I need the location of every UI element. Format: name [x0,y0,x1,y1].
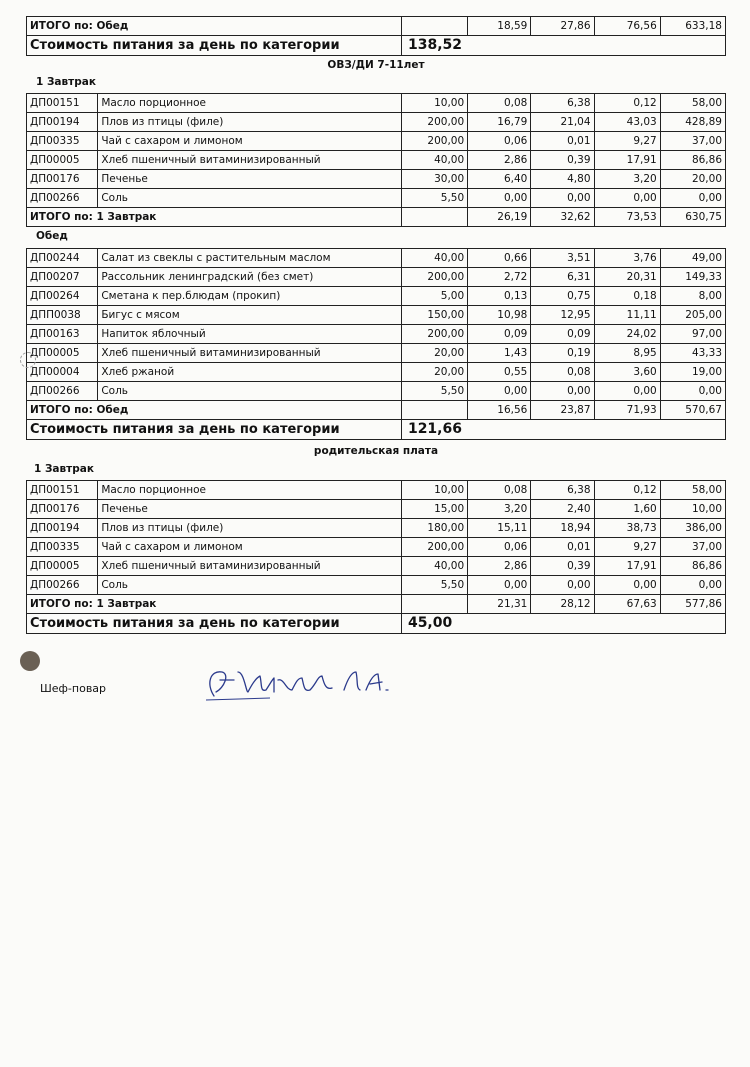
table-row [27,481,726,500]
dish-weight: 10,00 [401,94,467,113]
dish-fat: 0,39 [531,557,594,576]
section-title-parent: родительская плата [313,445,439,457]
dish-name: Хлеб пшеничный витаминизированный [98,151,402,170]
dish-fat: 0,09 [531,325,594,344]
table-row [27,500,726,519]
cost-row [27,614,726,634]
dish-protein: 0,00 [468,189,531,208]
dish-fat: 18,94 [531,519,594,538]
dish-carbs: 9,27 [594,538,660,557]
dish-fat: 0,19 [531,344,594,363]
table-row [27,363,726,382]
total-label: ИТОГО по: Обед [27,401,402,420]
dish-name: Бигус с мясом [98,306,402,325]
ovz-breakfast-table [26,93,726,227]
dish-kcal: 97,00 [660,325,725,344]
dish-kcal: 428,89 [660,113,725,132]
table-row [27,576,726,595]
dish-protein: 2,86 [468,557,531,576]
dish-code: ДП00163 [27,325,98,344]
dish-carbs: 0,12 [594,481,660,500]
dish-fat: 0,39 [531,151,594,170]
section-title-ovz: ОВЗ/ДИ 7-11лет [327,59,425,71]
dish-weight: 40,00 [401,557,467,576]
table-row [27,94,726,113]
dish-protein: 0,00 [468,576,531,595]
cost-row [27,36,726,56]
dish-carbs: 9,27 [594,132,660,151]
total-kcal: 633,18 [660,17,725,36]
dish-code: ДП00194 [27,113,98,132]
total-label: ИТОГО по: 1 Завтрак [27,595,402,614]
dish-fat: 6,38 [531,481,594,500]
total-weight [401,17,467,36]
dish-kcal: 58,00 [660,481,725,500]
dish-protein: 0,08 [468,94,531,113]
dish-code: ДП00264 [27,287,98,306]
total-kcal: 577,86 [660,595,725,614]
total-protein: 18,59 [468,17,531,36]
signer-label: Шеф-повар [40,682,107,695]
dish-kcal: 43,33 [660,344,725,363]
dish-weight: 200,00 [401,113,467,132]
dish-kcal: 149,33 [660,268,725,287]
dish-weight: 180,00 [401,519,467,538]
table-row [27,189,726,208]
dish-fat: 0,00 [531,576,594,595]
dish-carbs: 3,76 [594,249,660,268]
dish-carbs: 0,00 [594,576,660,595]
dish-weight: 5,50 [401,576,467,595]
dish-carbs: 0,12 [594,94,660,113]
total-fat: 23,87 [531,401,594,420]
dish-carbs: 38,73 [594,519,660,538]
dish-protein: 0,00 [468,382,531,401]
dish-name: Плов из птицы (филе) [98,519,402,538]
dish-protein: 15,11 [468,519,531,538]
total-carbs: 76,56 [594,17,660,36]
total-row [27,208,726,227]
table-row [27,325,726,344]
dish-kcal: 205,00 [660,306,725,325]
dish-code: ДП00266 [27,382,98,401]
dish-protein: 0,08 [468,481,531,500]
dish-code: ДП00244 [27,249,98,268]
dish-code: ДП00176 [27,170,98,189]
total-protein: 26,19 [468,208,531,227]
dish-protein: 0,06 [468,538,531,557]
stamp-mark [20,651,40,671]
dish-protein: 2,86 [468,151,531,170]
top-summary-table [26,16,726,56]
cost-value: 138,52 [401,36,725,56]
dish-kcal: 37,00 [660,132,725,151]
total-fat: 32,62 [531,208,594,227]
dish-weight: 40,00 [401,151,467,170]
dish-name: Чай с сахаром и лимоном [98,538,402,557]
dish-name: Масло порционное [98,481,402,500]
dish-fat: 0,00 [531,189,594,208]
dish-fat: 21,04 [531,113,594,132]
dish-weight: 150,00 [401,306,467,325]
dish-kcal: 86,86 [660,151,725,170]
dish-carbs: 17,91 [594,557,660,576]
table-row [27,249,726,268]
dish-protein: 0,06 [468,132,531,151]
cost-value: 45,00 [401,614,725,634]
dish-name: Напиток яблочный [98,325,402,344]
ovz-lunch-table [26,248,726,440]
dish-protein: 2,72 [468,268,531,287]
dish-name: Хлеб ржаной [98,363,402,382]
dish-weight: 20,00 [401,363,467,382]
table-row [27,538,726,557]
dish-code: ДП00207 [27,268,98,287]
table-row [27,306,726,325]
dish-name: Печенье [98,170,402,189]
dish-weight: 5,00 [401,287,467,306]
total-carbs: 73,53 [594,208,660,227]
dish-carbs: 43,03 [594,113,660,132]
dish-name: Хлеб пшеничный витаминизированный [98,557,402,576]
dish-code: ДП00005 [27,151,98,170]
dish-code: ДП00151 [27,94,98,113]
dish-fat: 4,80 [531,170,594,189]
dish-name: Масло порционное [98,94,402,113]
meal-title-breakfast-parent: 1 Завтрак [34,463,94,475]
dish-kcal: 20,00 [660,170,725,189]
dish-kcal: 0,00 [660,382,725,401]
dish-code: ДП00005 [27,557,98,576]
punch-hole-mark [20,352,36,368]
dish-protein: 16,79 [468,113,531,132]
cost-value: 121,66 [401,420,725,440]
dish-fat: 12,95 [531,306,594,325]
dish-weight: 30,00 [401,170,467,189]
dish-carbs: 3,20 [594,170,660,189]
table-row [27,344,726,363]
dish-protein: 3,20 [468,500,531,519]
dish-code: ДПП0038 [27,306,98,325]
dish-kcal: 386,00 [660,519,725,538]
table-row [27,170,726,189]
table-row [27,113,726,132]
dish-weight: 20,00 [401,344,467,363]
dish-name: Соль [98,382,402,401]
dish-fat: 6,38 [531,94,594,113]
dish-fat: 0,01 [531,132,594,151]
table-row [27,132,726,151]
dish-protein: 0,55 [468,363,531,382]
dish-carbs: 11,11 [594,306,660,325]
dish-code: ДП00004 [27,363,98,382]
dish-kcal: 49,00 [660,249,725,268]
total-label: ИТОГО по: Обед [27,17,402,36]
dish-code: ДП00151 [27,481,98,500]
table-row [27,151,726,170]
dish-name: Печенье [98,500,402,519]
dish-fat: 0,01 [531,538,594,557]
dish-code: ДП00194 [27,519,98,538]
dish-weight: 200,00 [401,132,467,151]
table-row [27,382,726,401]
dish-carbs: 1,60 [594,500,660,519]
dish-code: ДП00005 [27,344,98,363]
dish-fat: 0,00 [531,382,594,401]
dish-name: Рассольник ленинградский (без смет) [98,268,402,287]
dish-code: ДП00266 [27,189,98,208]
dish-fat: 3,51 [531,249,594,268]
dish-fat: 0,75 [531,287,594,306]
total-protein: 16,56 [468,401,531,420]
dish-fat: 2,40 [531,500,594,519]
table-row [27,268,726,287]
signature-image [200,662,400,704]
table-row [27,557,726,576]
dish-kcal: 8,00 [660,287,725,306]
total-carbs: 67,63 [594,595,660,614]
dish-weight: 5,50 [401,189,467,208]
total-row [27,17,726,36]
table-row [27,287,726,306]
dish-carbs: 8,95 [594,344,660,363]
dish-code: ДП00266 [27,576,98,595]
total-label: ИТОГО по: 1 Завтрак [27,208,402,227]
dish-name: Соль [98,576,402,595]
dish-carbs: 0,00 [594,189,660,208]
dish-weight: 40,00 [401,249,467,268]
dish-protein: 1,43 [468,344,531,363]
total-kcal: 570,67 [660,401,725,420]
total-carbs: 71,93 [594,401,660,420]
dish-kcal: 10,00 [660,500,725,519]
dish-code: ДП00176 [27,500,98,519]
dish-protein: 6,40 [468,170,531,189]
dish-kcal: 58,00 [660,94,725,113]
total-protein: 21,31 [468,595,531,614]
dish-code: ДП00335 [27,538,98,557]
dish-protein: 0,66 [468,249,531,268]
meal-title-breakfast: 1 Завтрак [36,76,96,88]
dish-carbs: 0,00 [594,382,660,401]
dish-carbs: 3,60 [594,363,660,382]
cost-label: Стоимость питания за день по категории [27,36,402,56]
dish-kcal: 0,00 [660,189,725,208]
dish-kcal: 86,86 [660,557,725,576]
dish-kcal: 0,00 [660,576,725,595]
dish-carbs: 17,91 [594,151,660,170]
dish-carbs: 0,18 [594,287,660,306]
dish-weight: 200,00 [401,325,467,344]
total-row [27,401,726,420]
total-kcal: 630,75 [660,208,725,227]
dish-weight: 15,00 [401,500,467,519]
dish-weight: 10,00 [401,481,467,500]
dish-carbs: 20,31 [594,268,660,287]
dish-protein: 10,98 [468,306,531,325]
table-row [27,519,726,538]
dish-protein: 0,13 [468,287,531,306]
dish-protein: 0,09 [468,325,531,344]
dish-kcal: 19,00 [660,363,725,382]
dish-name: Соль [98,189,402,208]
dish-name: Салат из свеклы с растительным маслом [98,249,402,268]
dish-fat: 6,31 [531,268,594,287]
dish-weight: 5,50 [401,382,467,401]
dish-kcal: 37,00 [660,538,725,557]
dish-name: Хлеб пшеничный витаминизированный [98,344,402,363]
total-fat: 28,12 [531,595,594,614]
cost-label: Стоимость питания за день по категории [27,614,402,634]
total-row [27,595,726,614]
parent-breakfast-table [26,480,726,634]
cost-label: Стоимость питания за день по категории [27,420,402,440]
dish-fat: 0,08 [531,363,594,382]
dish-name: Сметана к пер.блюдам (прокип) [98,287,402,306]
dish-weight: 200,00 [401,538,467,557]
dish-carbs: 24,02 [594,325,660,344]
dish-weight: 200,00 [401,268,467,287]
meal-title-lunch: Обед [36,230,68,242]
dish-code: ДП00335 [27,132,98,151]
dish-name: Чай с сахаром и лимоном [98,132,402,151]
cost-row [27,420,726,440]
dish-name: Плов из птицы (филе) [98,113,402,132]
total-fat: 27,86 [531,17,594,36]
